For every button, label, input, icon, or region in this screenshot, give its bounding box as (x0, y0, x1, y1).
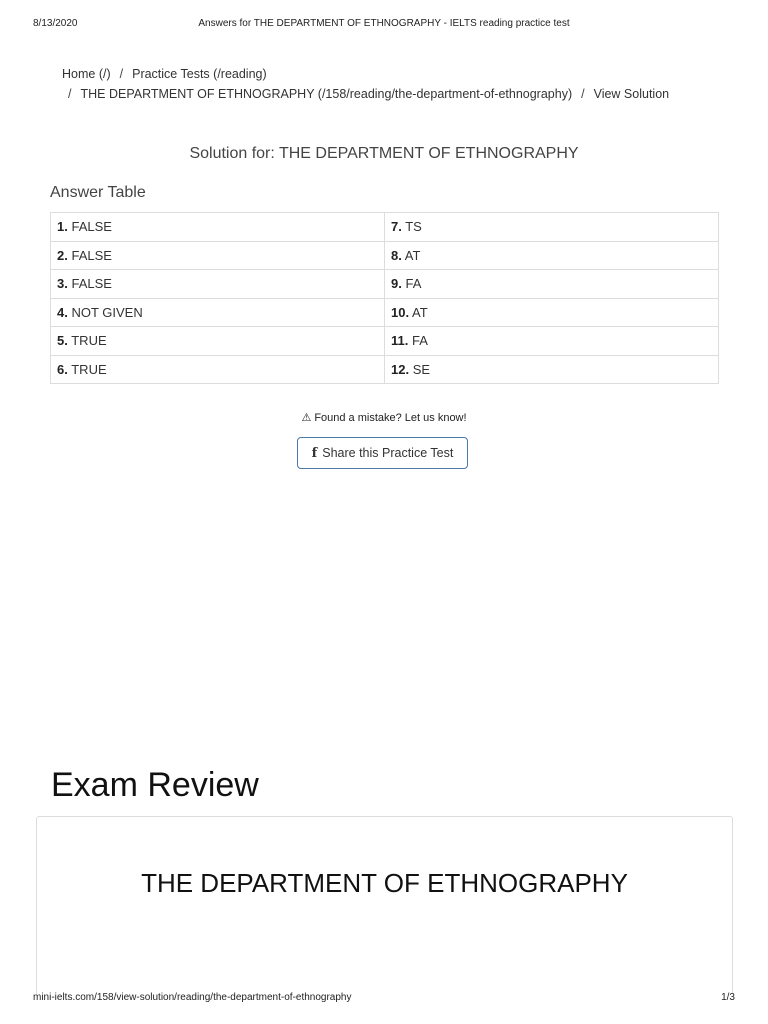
answer-cell (51, 355, 385, 384)
table-row (51, 355, 719, 384)
answer-cell (51, 270, 385, 299)
question-number: 3. (57, 276, 68, 292)
print-page-number: 1/3 (721, 992, 735, 1003)
breadcrumb-practice-tests[interactable]: Practice Tests (/reading) (132, 67, 267, 81)
question-number: 10. (391, 304, 410, 320)
answer-value: FA (405, 276, 422, 292)
breadcrumb-test[interactable]: THE DEPARTMENT OF ETHNOGRAPHY (/158/reading/the-department-of-ethnography) (80, 87, 573, 101)
question-number: 7. (391, 219, 402, 235)
table-row (51, 213, 719, 242)
answer-value: FALSE (71, 247, 112, 263)
facebook-icon: f (311, 445, 318, 461)
warning-icon: ⚠ (301, 412, 312, 424)
question-number: 1. (57, 219, 68, 235)
answer-value: AT (411, 304, 428, 320)
question-number: 2. (57, 247, 68, 263)
breadcrumb (62, 64, 722, 104)
question-number: 6. (57, 361, 68, 377)
answer-cell (385, 298, 719, 327)
breadcrumb-separator: / (581, 87, 585, 101)
exam-review-card-title: THE DEPARTMENT OF ETHNOGRAPHY (141, 868, 628, 898)
answer-cell (385, 270, 719, 299)
report-mistake-text: Found a mistake? Let us know! (314, 412, 467, 424)
answer-cell (385, 213, 719, 242)
share-button-label: Share this Practice Test (322, 446, 454, 460)
answer-value: FALSE (71, 276, 112, 292)
exam-review-heading: Exam Review (51, 766, 259, 804)
breadcrumb-separator: / (119, 67, 124, 81)
answer-cell (385, 355, 719, 384)
breadcrumb-separator: / (68, 87, 72, 101)
answer-table (50, 212, 719, 384)
question-number: 8. (391, 247, 402, 263)
answer-cell (51, 327, 385, 356)
answer-cell (385, 327, 719, 356)
table-row (51, 327, 719, 356)
print-date: 8/13/2020 (33, 18, 78, 29)
answer-value: TRUE (71, 333, 107, 349)
question-number: 12. (391, 361, 410, 377)
print-header (33, 18, 735, 29)
table-row (51, 270, 719, 299)
question-number: 9. (391, 276, 402, 292)
table-row (51, 298, 719, 327)
answer-cell (385, 241, 719, 270)
answer-table-heading: Answer Table (50, 184, 146, 201)
exam-review-card (36, 816, 733, 994)
table-row (51, 241, 719, 270)
answer-value: NOT GIVEN (71, 304, 143, 320)
answer-value: TRUE (71, 361, 107, 377)
answer-value: AT (404, 247, 421, 263)
answer-value: TS (405, 219, 422, 235)
answer-cell (51, 241, 385, 270)
report-mistake-link[interactable] (0, 411, 768, 424)
breadcrumb-current: View Solution (593, 87, 670, 101)
question-number: 5. (57, 333, 68, 349)
breadcrumb-home[interactable]: Home (/) (62, 67, 111, 81)
solution-title: Solution for: THE DEPARTMENT OF ETHNOGRAPHY (189, 145, 579, 162)
share-button[interactable] (297, 437, 468, 469)
question-number: 11. (391, 333, 409, 349)
print-footer (33, 992, 735, 1003)
answer-cell (51, 298, 385, 327)
answer-value: FALSE (71, 219, 112, 235)
answer-cell (51, 213, 385, 242)
print-title: Answers for THE DEPARTMENT OF ETHNOGRAPHY - IELTS reading practice test (198, 18, 570, 29)
print-url: mini-ielts.com/158/view-solution/reading/the-department-of-ethnography (33, 992, 352, 1003)
question-number: 4. (57, 304, 68, 320)
answer-value: FA (411, 333, 428, 349)
answer-value: SE (412, 361, 431, 377)
